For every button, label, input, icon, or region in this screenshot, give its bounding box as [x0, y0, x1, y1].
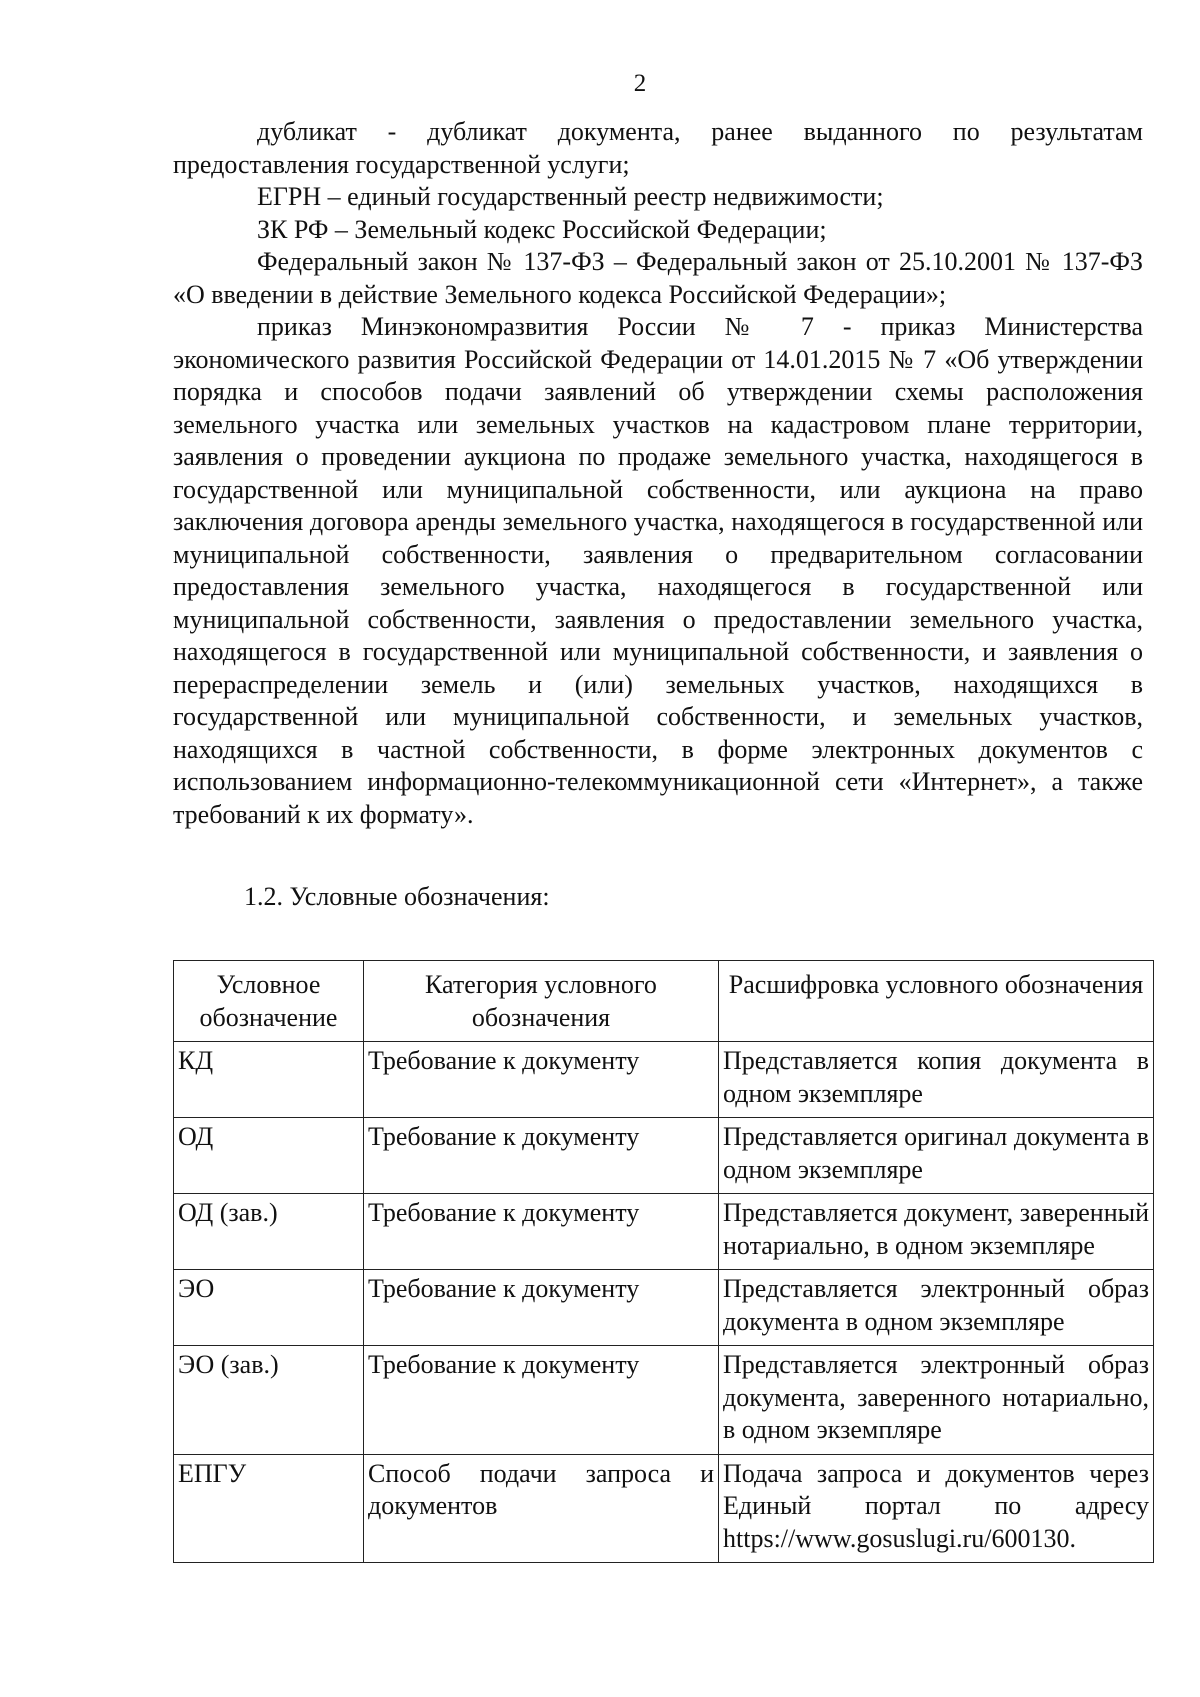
page-number: 2: [633, 70, 647, 97]
table-row: [174, 1194, 1154, 1270]
definition-egrn: ЕГРН – единый государственный реестр недвижимости;: [257, 182, 884, 211]
row-category: Требование к документу: [364, 1042, 719, 1118]
definition-zk-rf: ЗК РФ – Земельный кодекс Российской Федерации;: [257, 214, 827, 244]
definition-duplicate: дубликат - дубликат документа, ранее выданного по результатам предоставления государственной услуги;: [173, 117, 1143, 179]
definition-federal-law-137: Федеральный закон № 137-ФЗ – Федеральный закон от 25.10.2001 № 137-ФЗ «О введении в действие Земельного кодекса Российской Федерации»;: [173, 247, 1143, 309]
row-symbol: КД: [174, 1042, 364, 1118]
row-symbol: ЭО (зав.): [174, 1346, 364, 1455]
row-explanation: Представляется электронный образ документа, заверенного нотариально, в одном экземпляре: [719, 1346, 1154, 1455]
definition-order-7: приказ Минэкономразвития России № 7 - приказ Министерства экономического развития Российской Федерации от 14.01.2015 № 7 «Об утверждении порядка и способов подачи заявлений об утверждении схемы расположения земельного участка или земельных участков на кадастровом плане территории, заявления о проведении аукциона по продаже земельного участка, находящегося в государственной или муниципальной собственности, или аукциона на право заключения договора аренды земельного участка, находящегося в государственной или муниципальной собственности, заявления о предварительном согласовании предоставления земельного участка, находящегося в государственной или муниципальной собственности, заявления о предоставлении земельного участка, находящегося в государственной или муниципальной собственности, и заявления о перераспределении земель и (или) земельных участков, находящихся в государственной или муниципальной собственности, и земельных участков, находящихся в частной собственности, в форме электронных документов с использованием информационно-телекоммуникационной сети «Интернет», а также требований к их формату».: [173, 312, 1143, 829]
row-category: Требование к документу: [364, 1118, 719, 1194]
table-row: [174, 1346, 1154, 1455]
row-explanation: Подача запроса и документов через Единый портал по адресу https://www.gosuslugi.ru/600130.: [719, 1454, 1154, 1563]
table-row: [174, 1454, 1154, 1563]
header-symbol: Условное обозначение: [174, 961, 364, 1042]
header-category: Категория условного обозначения: [364, 961, 719, 1042]
table-row: [174, 1042, 1154, 1118]
row-category: Требование к документу: [364, 1270, 719, 1346]
row-explanation: Представляется документ, заверенный нотариально, в одном экземпляре: [719, 1194, 1154, 1270]
row-symbol: ОД: [174, 1118, 364, 1194]
table-row: [174, 1118, 1154, 1194]
table-header-row: [174, 961, 1154, 1042]
section-title: 1.2. Условные обозначения:: [244, 882, 550, 911]
row-category: Требование к документу: [364, 1346, 719, 1455]
header-explanation: Расшифровка условного обозначения: [719, 961, 1154, 1042]
symbols-table: [173, 960, 1154, 1563]
row-symbol: ЕПГУ: [174, 1454, 364, 1563]
row-symbol: ОД (зав.): [174, 1194, 364, 1270]
definitions-section: [173, 116, 1143, 831]
row-explanation: Представляется оригинал документа в одном экземпляре: [719, 1118, 1154, 1194]
row-category: Способ подачи запроса и документов: [364, 1454, 719, 1563]
table-row: [174, 1270, 1154, 1346]
row-explanation: Представляется копия документа в одном экземпляре: [719, 1042, 1154, 1118]
row-category: Требование к документу: [364, 1194, 719, 1270]
row-symbol: ЭО: [174, 1270, 364, 1346]
row-explanation: Представляется электронный образ документа в одном экземпляре: [719, 1270, 1154, 1346]
